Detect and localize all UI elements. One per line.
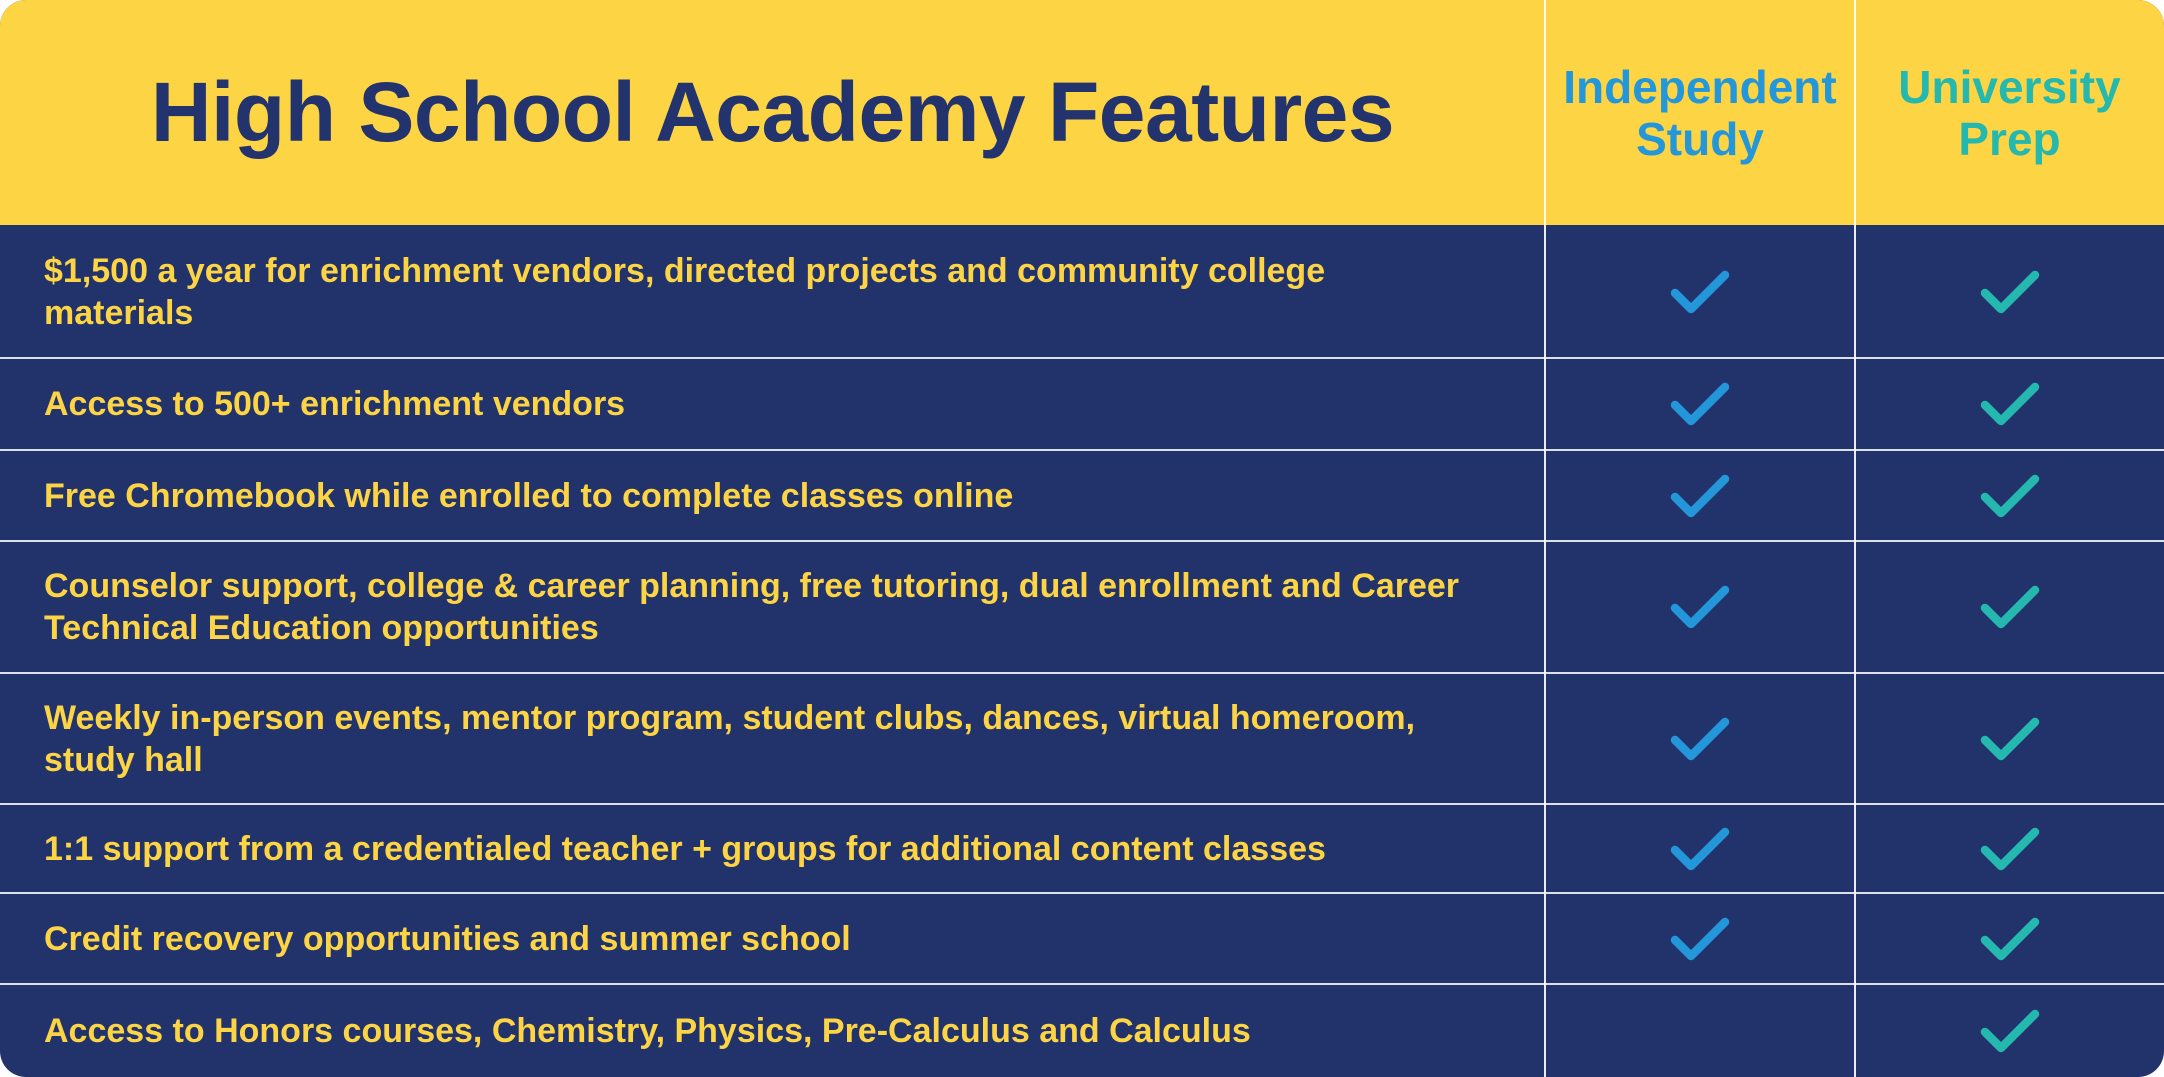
table-row — [0, 893, 2164, 984]
checkmark-icon — [1979, 582, 2041, 632]
cell-university-prep — [1855, 673, 2164, 804]
checkmark-icon — [1979, 714, 2041, 764]
cell-independent-study — [1545, 358, 1855, 450]
column-header-line: Independent — [1563, 60, 1837, 113]
checkmark-icon — [1669, 379, 1731, 429]
cell-independent-study — [1545, 450, 1855, 541]
checkmark-icon — [1979, 379, 2041, 429]
table-row — [0, 673, 2164, 804]
feature-label: Weekly in-person events, mentor program, student clubs, dances, virtual homeroom, study hall — [44, 698, 1416, 779]
checkmark-icon — [1979, 267, 2041, 317]
cell-independent-study — [1545, 225, 1855, 358]
cell-university-prep — [1855, 984, 2164, 1077]
page-title: High School Academy Features — [150, 65, 1395, 159]
column-header-independent-study — [1545, 0, 1855, 225]
row-divider — [0, 357, 2164, 359]
column-header-line: University — [1898, 60, 2121, 113]
cell-independent-study — [1545, 804, 1855, 893]
checkmark-icon — [1669, 824, 1731, 874]
cell-independent-study — [1545, 673, 1855, 804]
cell-independent-study — [1545, 893, 1855, 984]
table-row — [0, 804, 2164, 893]
cell-university-prep — [1855, 358, 2164, 450]
column-divider — [1544, 0, 1546, 1077]
table-row — [0, 541, 2164, 673]
feature-label: Counselor support, college & career planning, free tutoring, dual enrollment and Career Technical Education opportunities — [44, 567, 1460, 647]
feature-label: Access to Honors courses, Chemistry, Physics, Pre-Calculus and Calculus — [44, 1011, 1251, 1050]
row-divider — [0, 672, 2164, 674]
cell-university-prep — [1855, 225, 2164, 358]
row-divider — [0, 983, 2164, 985]
cell-independent-study — [1545, 984, 1855, 1077]
checkmark-icon — [1979, 824, 2041, 874]
cell-university-prep — [1855, 450, 2164, 541]
checkmark-icon — [1669, 471, 1731, 521]
checkmark-icon — [1979, 1006, 2041, 1056]
column-divider — [1854, 0, 1856, 1077]
table-row — [0, 358, 2164, 450]
column-header-line: Study — [1636, 112, 1764, 165]
feature-label: Free Chromebook while enrolled to complete classes online — [44, 476, 1014, 515]
feature-label: 1:1 support from a credentialed teacher + groups for additional content classes — [44, 829, 1326, 868]
cell-university-prep — [1855, 804, 2164, 893]
checkmark-icon — [1979, 914, 2041, 964]
cell-university-prep — [1855, 893, 2164, 984]
cell-university-prep — [1855, 541, 2164, 673]
row-divider — [0, 449, 2164, 451]
checkmark-icon — [1669, 914, 1731, 964]
table-row — [0, 984, 2164, 1077]
checkmark-icon — [1979, 471, 2041, 521]
cell-independent-study — [1545, 541, 1855, 673]
row-divider — [0, 892, 2164, 894]
checkmark-icon — [1669, 714, 1731, 764]
column-header-line: Prep — [1958, 112, 2061, 165]
table-header — [0, 0, 2164, 225]
table-row — [0, 450, 2164, 541]
feature-label: Credit recovery opportunities and summer school — [44, 919, 851, 958]
row-divider — [0, 540, 2164, 542]
row-divider — [0, 803, 2164, 805]
checkmark-icon — [1669, 582, 1731, 632]
column-header-university-prep — [1855, 0, 2164, 225]
feature-label: $1,500 a year for enrichment vendors, directed projects and community college materials — [44, 251, 1326, 332]
feature-label: Access to 500+ enrichment vendors — [44, 385, 626, 423]
table-row — [0, 225, 2164, 358]
checkmark-icon — [1669, 267, 1731, 317]
